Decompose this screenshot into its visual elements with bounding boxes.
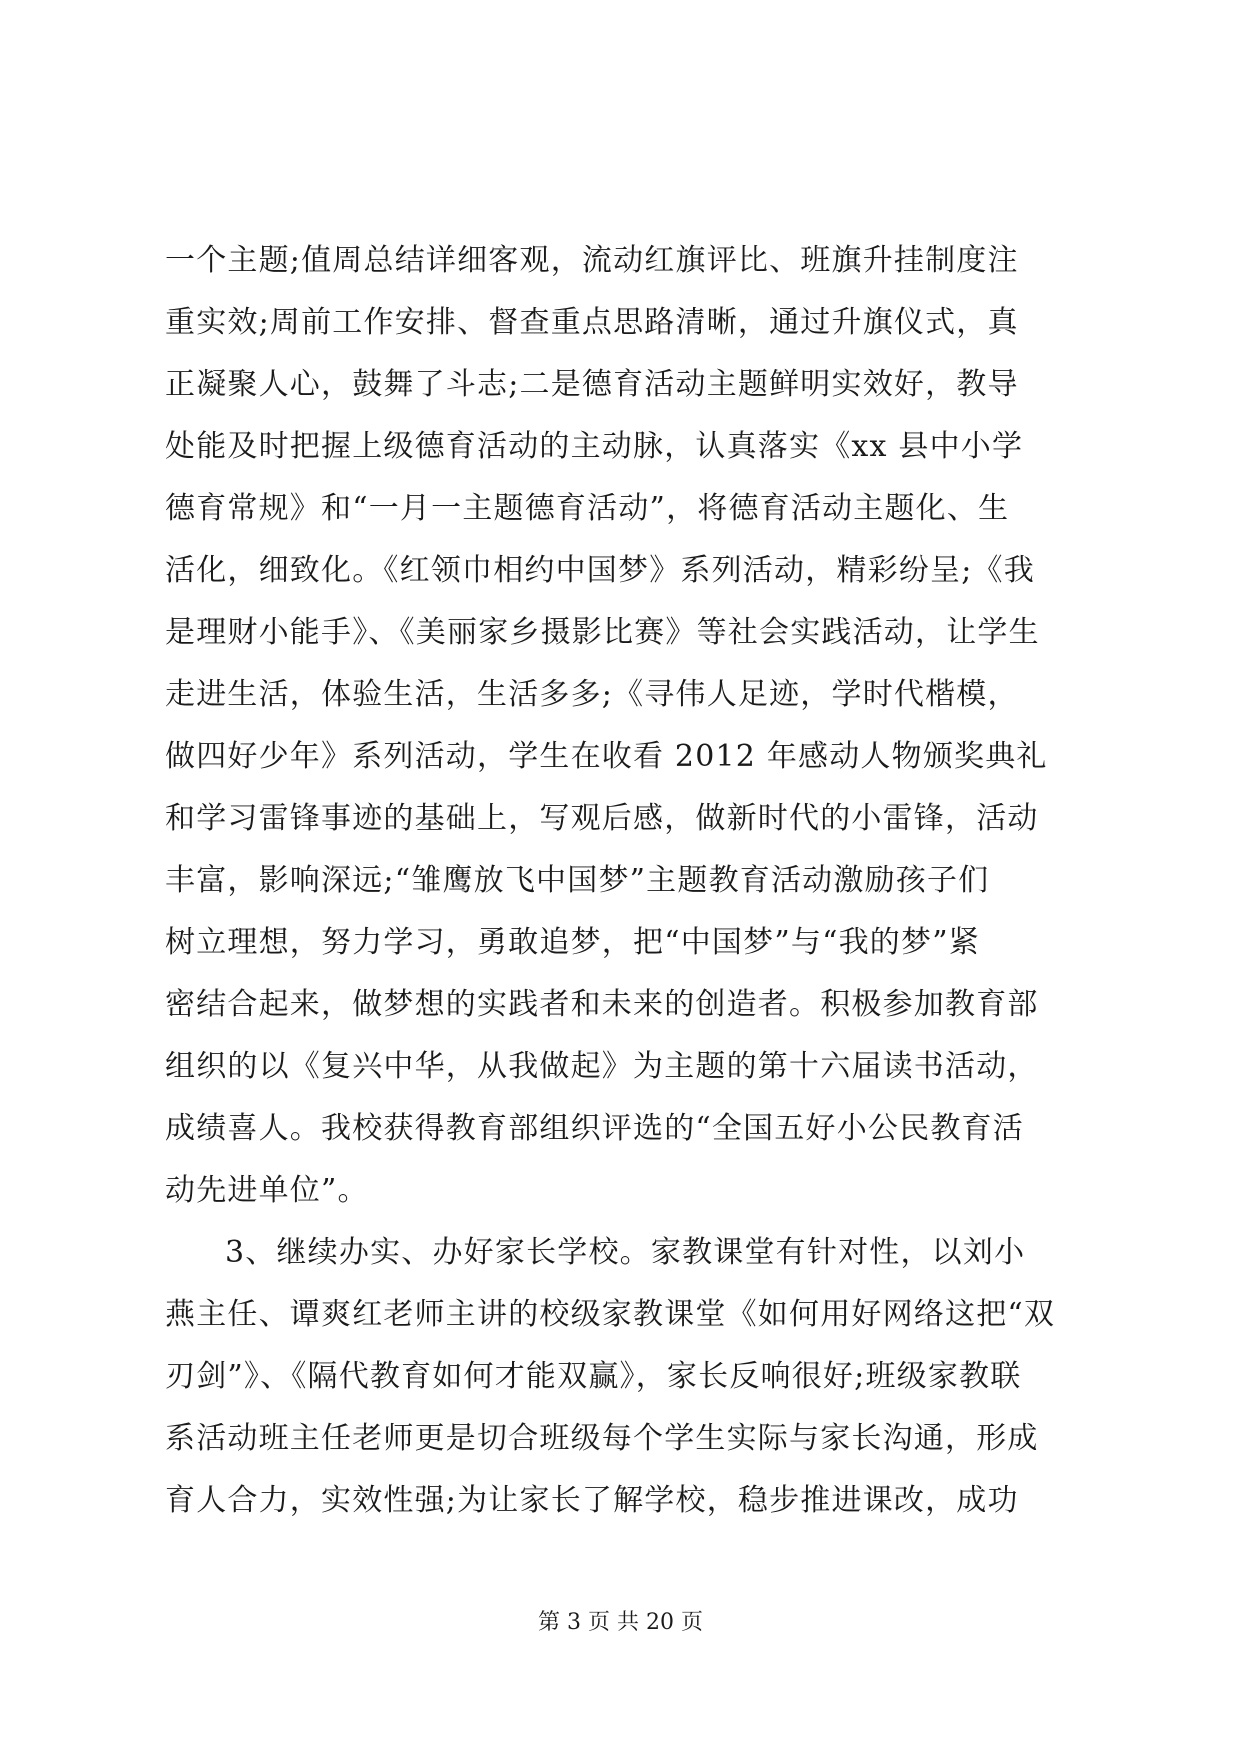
text-line: 处能及时把握上级德育活动的主动脉，认真落实《xx 县中小学 [165,429,1024,464]
text-line: 做四好少年》系列活动，学生在收看 2012 年感动人物颁奖典礼 [165,739,1048,774]
text-line: 走进生活，体验生活，生活多多;《寻伟人足迹，学时代楷模， [165,677,1019,712]
text-line: 密结合起来，做梦想的实践者和未来的创造者。积极参加教育部 [165,987,1039,1022]
body-text [165,230,1085,1532]
text-line: 系活动班主任老师更是切合班级每个学生实际与家长沟通，形成 [165,1421,1039,1456]
text-line: 重实效;周前工作安排、督查重点思路清晰，通过升旗仪式，真 [165,305,1019,340]
text-line: 和学习雷锋事迹的基础上，写观后感，做新时代的小雷锋，活动 [165,801,1039,836]
text-line: 树立理想，努力学习，勇敢追梦，把“中国梦”与“我的梦”紧 [165,925,980,960]
text-line: 育人合力，实效性强;为让家长了解学校，稳步推进课改，成功 [165,1483,1019,1518]
text-line: 组织的以《复兴中华，从我做起》为主题的第十六届读书活动， [165,1049,1039,1084]
text-line: 动先进单位”。 [165,1173,369,1208]
text-line: 刃剑”》、《隔代教育如何才能双赢》，家长反响很好;班级家教联 [165,1359,1022,1394]
paragraph-start-line: 3、继续办实、办好家长学校。家教课堂有针对性，以刘小 [225,1235,1026,1270]
text-line: 是理财小能手》、《美丽家乡摄影比赛》等社会实践活动，让学生 [165,615,1040,650]
text-line: 丰富，影响深远;“雏鹰放飞中国梦”主题教育活动激励孩子们 [165,863,990,898]
text-line: 成绩喜人。我校获得教育部组织评选的“全国五好小公民教育活 [165,1111,1024,1146]
text-line: 正凝聚人心，鼓舞了斗志;二是德育活动主题鲜明实效好，教导 [165,367,1019,402]
text-line: 一个主题;值周总结详细客观，流动红旗评比、班旗升挂制度注 [165,243,1019,278]
text-line: 活化，细致化。《红领巾相约中国梦》系列活动，精彩纷呈;《我 [165,553,1035,588]
text-line: 德育常规》和“一月一主题德育活动”，将德育活动主题化、生 [165,491,1010,526]
text-line: 燕主任、谭爽红老师主讲的校级家教课堂《如何用好网络这把“双 [165,1297,1056,1332]
page-number-footer: 第 3 页 共 20 页 [538,1610,703,1635]
